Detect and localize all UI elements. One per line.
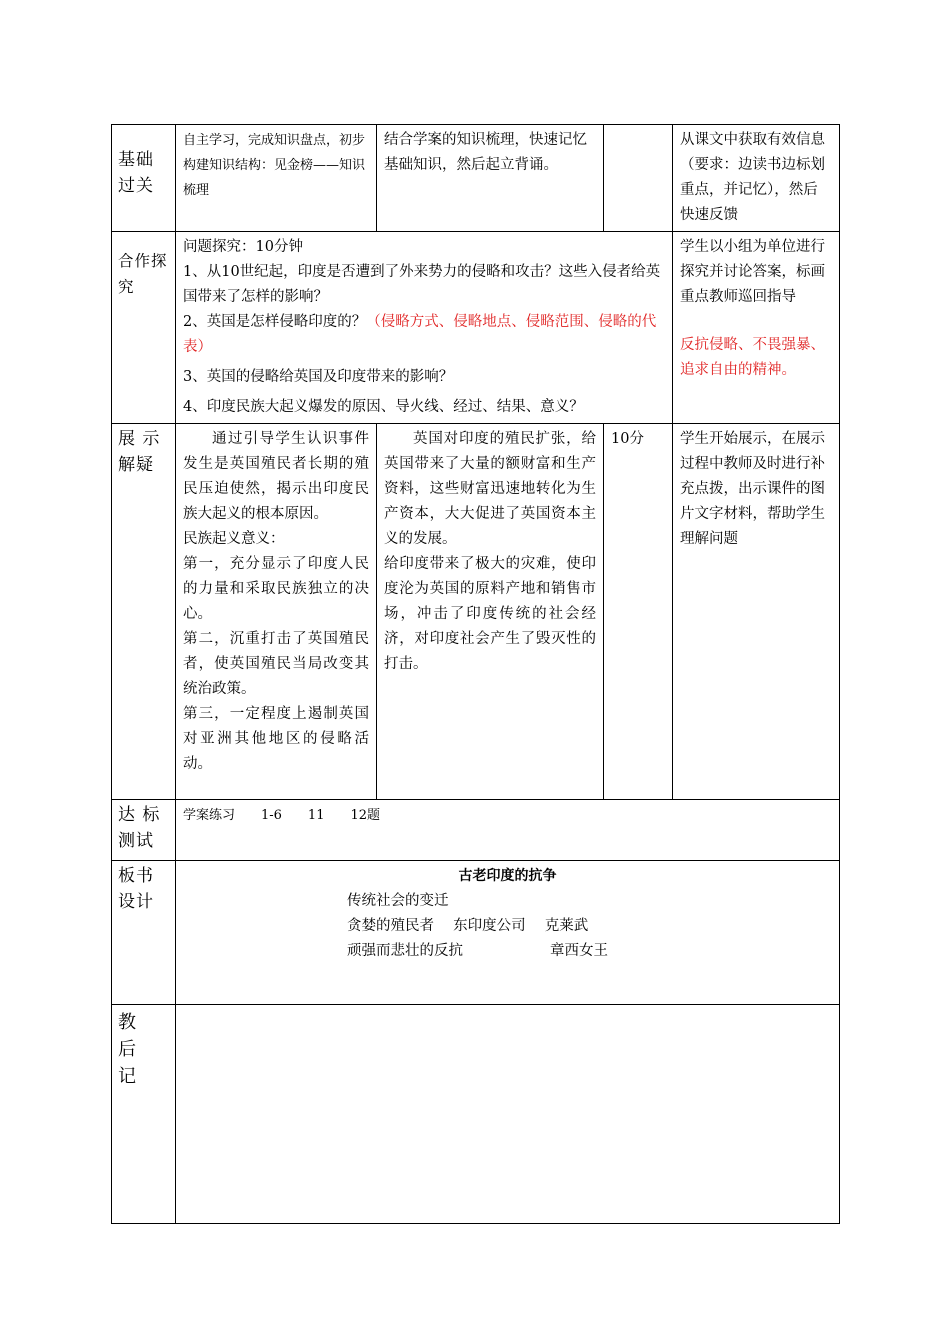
display-time: 10分 [604, 424, 673, 800]
basic-feedback: 从课文中获取有效信息（要求：边读书边标划重点，并记忆），然后快速反馈 [673, 125, 840, 232]
display-uprising-analysis [176, 424, 377, 800]
row-after [112, 1005, 840, 1224]
display-colonial-impact [377, 424, 604, 800]
question-3: 3、英国的侵略给英国及印度带来的影响？ [183, 369, 454, 385]
cooperate-group-work: 学生以小组为单位进行探究并讨论答案，标画重点教师巡回指导 [680, 239, 825, 305]
basic-time [604, 125, 673, 232]
cooperate-questions [176, 232, 673, 424]
section-board: 板书设计 [112, 861, 176, 1005]
basic-memorize: 结合学案的知识梳理，快速记忆基础知识，然后起立背诵。 [377, 125, 604, 232]
section-cooperate: 合作探究 [112, 232, 176, 424]
lesson-plan-table [111, 124, 840, 1224]
cooperate-guidance [673, 232, 840, 424]
display-meaning-heading: 民族起义意义： [183, 531, 285, 547]
section-display: 展 示解疑 [112, 424, 176, 800]
question-2: 2、英国是怎样侵略印度的？（侵略方式、侵略地点、侵略范围、侵略的代表） [183, 314, 657, 355]
board-design [176, 861, 840, 1005]
display-teacher-guidance: 学生开始展示，在展示过程中教师及时进行补充点拨，出示课件的图片文字材料，帮助学生理解问题 [673, 424, 840, 800]
basic-self-study: 自主学习，完成知识盘点，初步构建知识结构：见金榜——知识梳理 [176, 125, 377, 232]
section-after-label: 教后记 [118, 1012, 137, 1087]
row-test [112, 800, 840, 861]
board-title: 古老印度的抗争 [458, 868, 557, 884]
display-impact-britain: 英国对印度的殖民扩张，给英国带来了大量的额财富和生产资料，这些财富迅速地转化为生产资本，大大促进了英国资本主义的发展。 [384, 431, 596, 547]
section-test: 达 标测试 [112, 800, 176, 861]
question-1: 1、从10世纪起，印度是否遭到了外来势力的侵略和攻击？这些入侵者给英国带来了怎样的影响？ [183, 264, 661, 305]
section-after [112, 1005, 176, 1224]
after-notes [176, 1005, 840, 1224]
display-meaning-2: 第二，沉重打击了英国殖民者，使英国殖民当局改变其统治政策。 [183, 631, 369, 697]
question-heading: 问题探究：10分钟 [183, 239, 303, 255]
row-board [112, 861, 840, 1005]
question-2-hint: （侵略方式、侵略地点、侵略范围、侵略的代表） [183, 314, 657, 355]
question-4: 4、印度民族大起义爆发的原因、导火线、经过、结果、意义？ [183, 399, 584, 415]
display-meaning-3: 第三，一定程度上遏制英国对亚洲其他地区的侵略活动。 [183, 706, 369, 772]
board-line-3: 顽强而悲壮的反抗 章西女王 [347, 943, 608, 959]
board-line-1: 传统社会的变迁 [347, 893, 449, 909]
section-basic: 基础过关 [112, 125, 176, 232]
cooperate-spirit: 反抗侵略、不畏强暴、追求自由的精神。 [680, 337, 825, 378]
board-line-2: 贪婪的殖民者 东印度公司 克莱武 [347, 918, 589, 934]
display-intro: 通过引导学生认识事件发生是英国殖民者长期的殖民压迫使然，揭示出印度民族大起义的根本原因。 [183, 431, 369, 522]
row-display [112, 424, 840, 800]
display-meaning-1: 第一，充分显示了印度人民的力量和采取民族独立的决心。 [183, 556, 369, 622]
row-cooperate [112, 232, 840, 424]
test-content: 学案练习 1-6 11 12题 [176, 800, 840, 861]
row-basic [112, 125, 840, 232]
display-impact-india: 给印度带来了极大的灾难，使印度沦为英国的原料产地和销售市场，冲击了印度传统的社会经济，对印度社会产生了毁灭性的打击。 [384, 556, 596, 672]
